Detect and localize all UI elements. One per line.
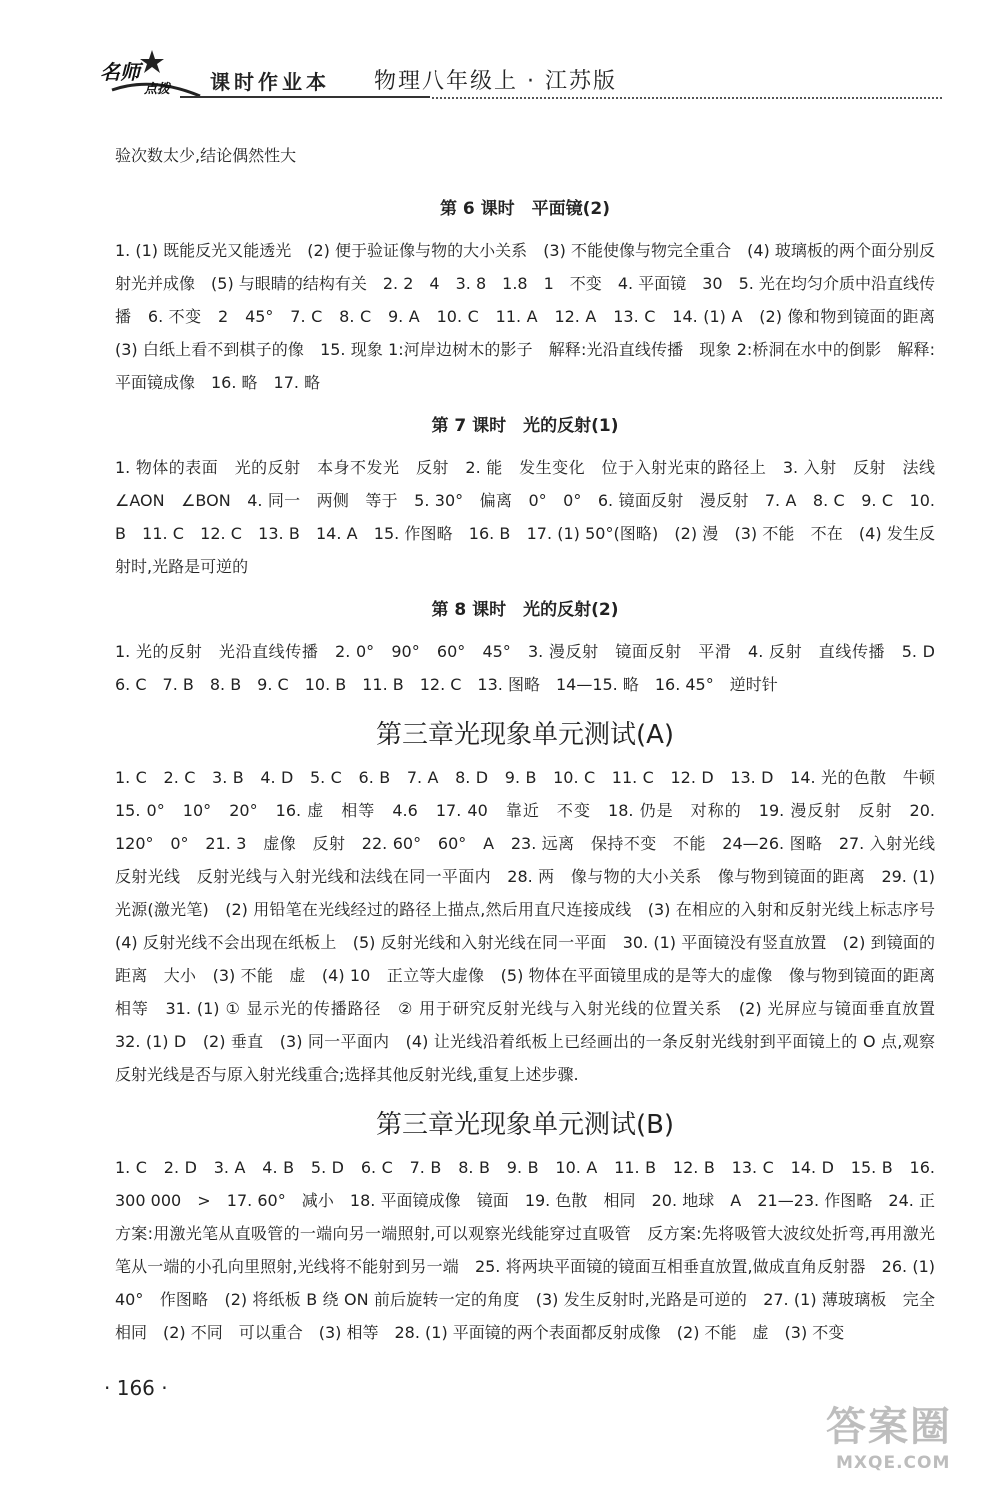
book-title: 物理八年级上 · 江苏版: [374, 69, 617, 94]
section-answers-7: 1. 物体的表面 光的反射 本身不发光 反射 2. 能 发生变化 位于入射光束的路径上 3. 入射 反射 法线 ∠AON ∠BON 4. 同一 两侧 等于 5. 30° 偏离 0° 0° 6. 镜面反射 漫反射 7. A 8. C 9. C 10. B 11. C 12. C 13. B 14. A 15. 作图略 16. B 17. (1) 50°(图略) (2) 漫 (3) 不能 不在 (4) 发生反射时,光路是可逆的: [115, 458, 952, 576]
chapter-test-b-title: 第三章光现象单元测试(B): [375, 1110, 675, 1140]
section-title-7: 第 7 课时 光的反射(1): [431, 416, 619, 436]
page-content: [115, 140, 952, 1363]
logo-main-text: 名师: [100, 60, 140, 84]
series-title: 课时作业本: [210, 70, 330, 94]
page-header: [92, 40, 940, 98]
section-answers-6: 1. (1) 既能反光又能透光 (2) 便于验证像与物的大小关系 (3) 不能使像与物完全重合 (4) 玻璃板的两个面分别反射光并成像 (5) 与眼睛的结构有关 2. 2 4 3. 8 1.8 1 不变 4. 平面镜 30 5. 光在均匀介质中沿直线传播 6. 不变 2 45° 7. C 8. C 9. A 10. C 11. A 12. A 13. C 14. (1) A (2) 像和物到镜面的距离 (3) 白纸上看不到棋子的像 15. 现象 1:河岸边树木的影子 解释:光沿直线传播 现象 2:桥洞在水中的倒影 解释:平面镜成像 16. 略 17. 略: [115, 241, 952, 392]
chapter-test-a-title: 第三章光现象单元测试(A): [375, 720, 675, 750]
logo-sub-text: 点拨: [144, 82, 171, 97]
watermark-url: MXQE.COM: [836, 1453, 951, 1473]
page-number: · 166 ·: [104, 1376, 168, 1400]
header-rule-solid: [180, 96, 430, 98]
section-title-8: 第 8 课时 光的反射(2): [431, 600, 619, 620]
section-title-6: 第 6 课时 平面镜(2): [439, 199, 611, 219]
header-rule-dotted: [432, 97, 942, 99]
watermark: [826, 1395, 976, 1487]
watermark-main: 答案圈: [826, 1404, 952, 1450]
series-logo: [92, 46, 202, 96]
lead-text: 验次数太少,结论偶然性大: [115, 146, 297, 165]
chapter-test-b-answers: 1. C 2. D 3. A 4. B 5. D 6. C 7. B 8. B 9. B 10. A 11. B 12. B 13. C 14. D 15. B 16. 300 000 > 17. 60° 减小 18. 平面镜成像 镜面 19. 色散 相同 20. 地球 A 21—23. 作图略 24. 正方案:用激光笔从直吸管的一端向另一端照射,可以观察光线能穿过直吸管 反方案:先将吸管大波纹处折弯,再用激光笔从一端的小孔向里照射,光线将不能射到另一端 25. 将两块平面镜的镜面互相垂直放置,做成直角反射器 26. (1) 40° 作图略 (2) 将纸板 B 绕 ON 前后旋转一定的角度 (3) 发生反射时,光路是可逆的 27. (1) 薄玻璃板 完全相同 (2) 不同 可以重合 (3) 相等 28. (1) 平面镜的两个表面都反射成像 (2) 不能 虚 (3) 不变: [115, 1158, 935, 1342]
chapter-test-a-answers: 1. C 2. C 3. B 4. D 5. C 6. B 7. A 8. D 9. B 10. C 11. C 12. D 13. D 14. 光的色散 牛顿 15. 0° 10° 20° 16. 虚 相等 4.6 17. 40 靠近 不变 18. 仍是 对称的 19. 漫反射 反射 20. 120° 0° 21. 3 虚像 反射 22. 60° 60° A 23. 远离 保持不变 不能 24—26. 图略 27. 入射光线 反射光线 反射光线与入射光线和法线在同一平面内 28. 两 像与物的大小关系 像与物到镜面的距离 29. (1) 光源(激光笔) (2) 用铅笔在光线经过的路径上描点,然后用直尺连接成线 (3) 在相应的入射和反射光线上标志序号 (4) 反射光线不会出现在纸板上 (5) 反射光线和入射光线在同一平面 30. (1) 平面镜没有竖直放置 (2) 到镜面的距离 大小 (3) 不能 虚 (4) 10 正立等大虚像 (5) 物体在平面镜里成的是等大的虚像 像与物到镜面的距离相等 31. (1) ① 显示光的传播路径 ② 用于研究反射光线与入射光线的位置关系 (2) 光屏应与镜面垂直放置 32. (1) D (2) 垂直 (3) 同一平面内 (4) 让光线沿着纸板上已经画出的一条反射光线射到平面镜上的 O 点,观察反射光线是否与原入射光线重合;选择其他反射光线,重复上述步骤.: [115, 768, 952, 1084]
section-answers-8: 1. 光的反射 光沿直线传播 2. 0° 90° 60° 45° 3. 漫反射 镜面反射 平滑 4. 反射 直线传播 5. D 6. C 7. B 8. B 9. C 10. B 11. B 12. C 13. 图略 14—15. 略 16. 45° 逆时针: [115, 642, 952, 694]
